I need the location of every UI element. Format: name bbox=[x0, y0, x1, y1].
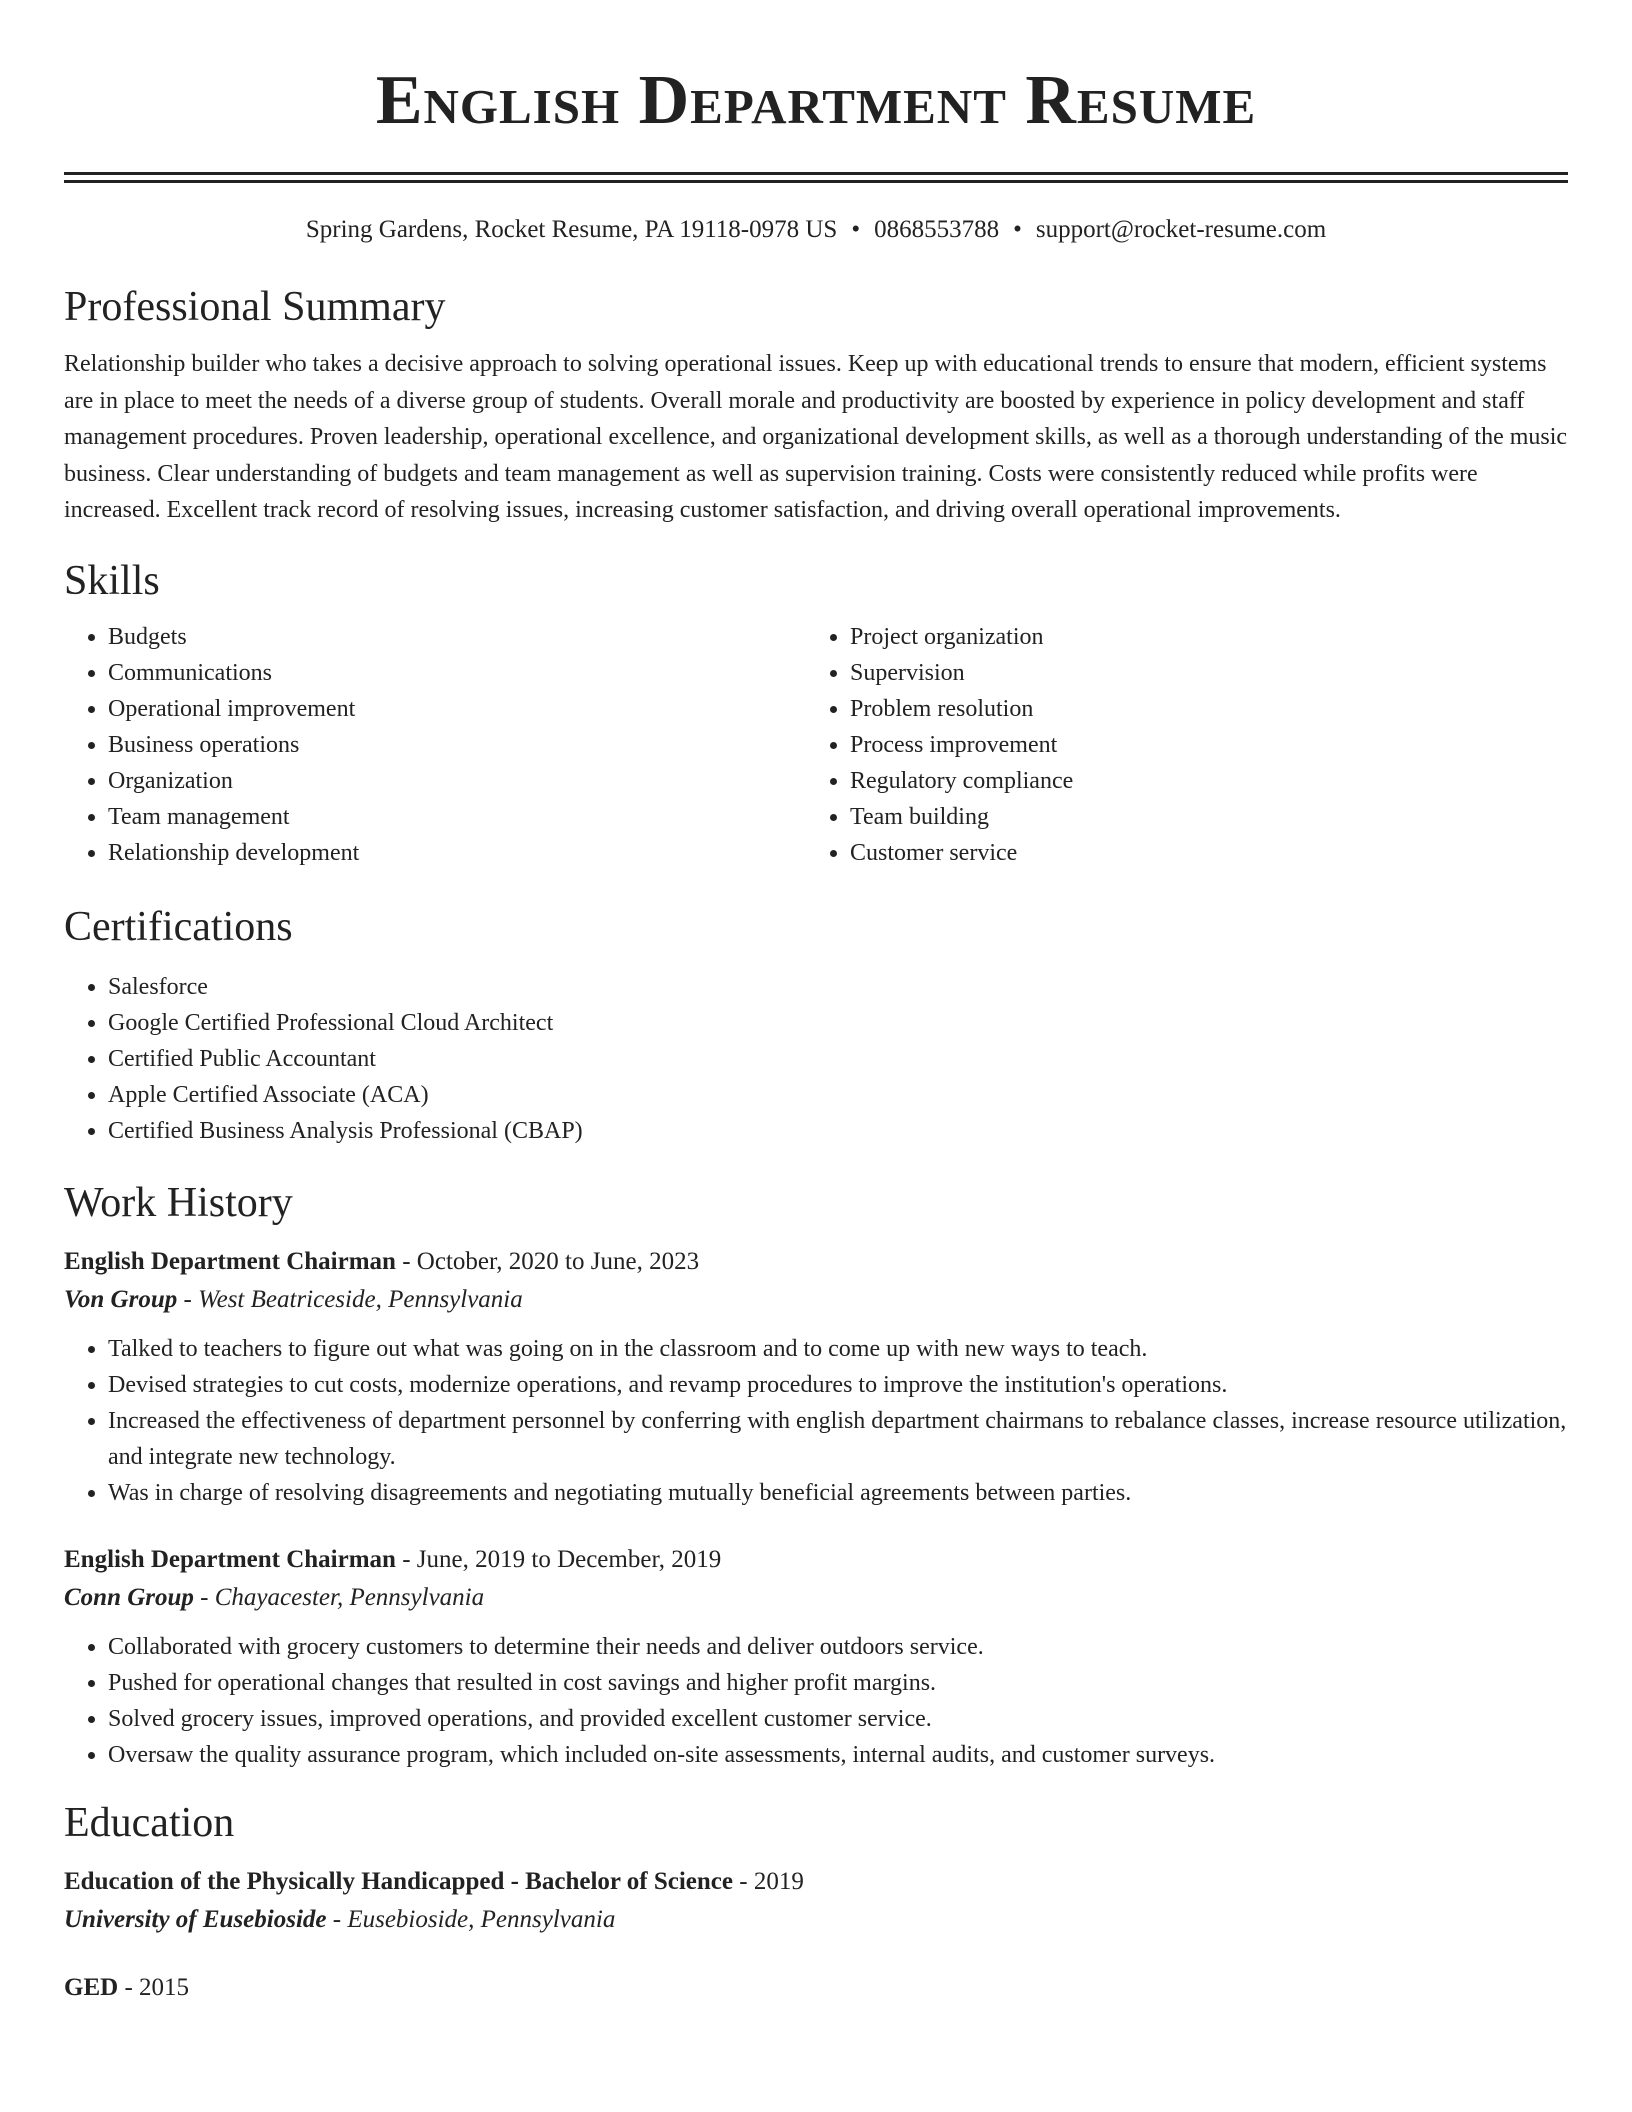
skill-item: • Problem resolution bbox=[850, 691, 1548, 727]
skill-item: • Team building bbox=[850, 799, 1548, 835]
job-bullets bbox=[64, 1629, 1568, 1773]
work-history-section bbox=[64, 1177, 1568, 1773]
summary-text: Relationship builder who takes a decisive approach to solving operational issues. Keep up with educational trends to ensure that modern, efficient systems are in place to meet the needs of a diverse group of students. Overall morale and productivity are boosted by experience in policy development and staff management procedures. Proven leadership, operational excellence, and organizational development skills, as well as a thorough understanding of the music business. Clear understanding of budgets and team management as well as supervision training. Costs were consistently reduced while profits were increased. Excellent track record of resolving issues, increasing customer satisfaction, and driving overall operational improvements. bbox=[64, 351, 1568, 524]
education-school: University of Eusebioside bbox=[64, 1905, 327, 1933]
job-bullet: • Pushed for operational changes that resulted in cost savings and higher profit margins. bbox=[108, 1665, 1568, 1701]
skills-grid bbox=[64, 619, 1568, 871]
job-title-line bbox=[64, 1243, 1568, 1281]
job-title: English Department Chairman bbox=[64, 1545, 396, 1573]
contact-address: Spring Gardens, Rocket Resume, PA 19118-0978 US bbox=[305, 216, 838, 243]
job-title-line bbox=[64, 1541, 1568, 1579]
summary-heading: Professional Summary bbox=[64, 284, 446, 330]
education-entry bbox=[64, 1969, 1568, 2007]
education-location: - Eusebioside, Pennsylvania bbox=[326, 1905, 616, 1933]
job-bullet: • Oversaw the quality assurance program, which included on-site assessments, internal audits, and customer surveys. bbox=[108, 1737, 1568, 1773]
education-degree-line bbox=[64, 1863, 1568, 1901]
job-bullet: • Was in charge of resolving disagreements and negotiating mutually beneficial agreements between parties. bbox=[108, 1475, 1568, 1511]
education-school-line bbox=[64, 1901, 1568, 1939]
certification-item: • Salesforce bbox=[108, 969, 1568, 1005]
job-company-line bbox=[64, 1281, 1568, 1319]
summary-section bbox=[64, 281, 1568, 529]
skill-item: • Operational improvement bbox=[108, 691, 806, 727]
certifications-list bbox=[64, 969, 1568, 1149]
certification-item: • Apple Certified Associate (ACA) bbox=[108, 1077, 1568, 1113]
job-entry bbox=[64, 1541, 1568, 1773]
work-history-heading: Work History bbox=[64, 1179, 293, 1226]
separator-dot: • bbox=[851, 216, 861, 243]
job-company: Von Group bbox=[64, 1285, 178, 1313]
separator-dot: • bbox=[1013, 216, 1022, 243]
skill-item: • Business operations bbox=[108, 727, 806, 763]
job-location: - Chayacester, Pennsylvania bbox=[193, 1583, 485, 1611]
skills-column-right bbox=[806, 619, 1548, 871]
education-degree-line bbox=[64, 1969, 1568, 2007]
job-bullets bbox=[64, 1331, 1568, 1511]
skills-list-left bbox=[64, 619, 806, 871]
skill-item: • Process improvement bbox=[850, 727, 1548, 763]
job-bullet: • Devised strategies to cut costs, modernize operations, and revamp procedures to improve the institution's operations. bbox=[108, 1367, 1568, 1403]
job-company-line bbox=[64, 1579, 1568, 1617]
education-heading: Education bbox=[64, 1799, 235, 1846]
job-bullet: • Increased the effectiveness of department personnel by conferring with english department chairmans to rebalance classes, increase resource utilization, and integrate new technology. bbox=[108, 1403, 1568, 1475]
title-divider bbox=[64, 172, 1568, 183]
certifications-heading: Certifications bbox=[64, 903, 293, 950]
certification-item: • Certified Business Analysis Professional (CBAP) bbox=[108, 1113, 1568, 1149]
skill-item: • Communications bbox=[108, 655, 806, 691]
skill-item: • Regulatory compliance bbox=[850, 763, 1548, 799]
skill-item: • Relationship development bbox=[108, 835, 806, 871]
job-company: Conn Group bbox=[64, 1583, 194, 1611]
job-location: - West Beatriceside, Pennsylvania bbox=[177, 1285, 523, 1313]
contact-line bbox=[64, 213, 1568, 247]
skill-item: • Project organization bbox=[850, 619, 1548, 655]
job-bullet: • Solved grocery issues, improved operations, and provided excellent customer service. bbox=[108, 1701, 1568, 1737]
contact-phone[interactable]: 0868553788 bbox=[874, 216, 1000, 243]
contact-email[interactable]: support@rocket-resume.com bbox=[1035, 216, 1327, 243]
job-bullet: • Collaborated with grocery customers to determine their needs and deliver outdoors service. bbox=[108, 1629, 1568, 1665]
job-bullet: • Talked to teachers to figure out what was going on in the classroom and to come up with new ways to teach. bbox=[108, 1331, 1568, 1367]
skill-item: • Supervision bbox=[850, 655, 1548, 691]
education-section bbox=[64, 1797, 1568, 2007]
skill-item: • Customer service bbox=[850, 835, 1548, 871]
job-entry bbox=[64, 1243, 1568, 1511]
education-degree: GED bbox=[64, 1973, 119, 2001]
certification-item: • Certified Public Accountant bbox=[108, 1041, 1568, 1077]
job-title: English Department Chairman bbox=[64, 1247, 396, 1275]
certifications-section bbox=[64, 901, 1568, 1149]
education-degree: Education of the Physically Handicapped - Bachelor of Science bbox=[64, 1867, 733, 1895]
job-dates: - October, 2020 to June, 2023 bbox=[395, 1247, 700, 1275]
education-year: - 2015 bbox=[118, 1973, 190, 2001]
skills-column-left bbox=[64, 619, 806, 871]
education-year: - 2019 bbox=[733, 1867, 804, 1895]
skills-section bbox=[64, 555, 1568, 871]
skills-heading: Skills bbox=[64, 557, 160, 604]
skill-item: • Team management bbox=[108, 799, 806, 835]
certification-item: • Google Certified Professional Cloud Architect bbox=[108, 1005, 1568, 1041]
education-entry bbox=[64, 1863, 1568, 1939]
skill-item: • Budgets bbox=[108, 619, 806, 655]
skill-item: • Organization bbox=[108, 763, 806, 799]
skills-list-right bbox=[806, 619, 1548, 871]
job-dates: - June, 2019 to December, 2019 bbox=[395, 1545, 722, 1573]
resume-title: English Department Resume bbox=[375, 62, 1257, 139]
